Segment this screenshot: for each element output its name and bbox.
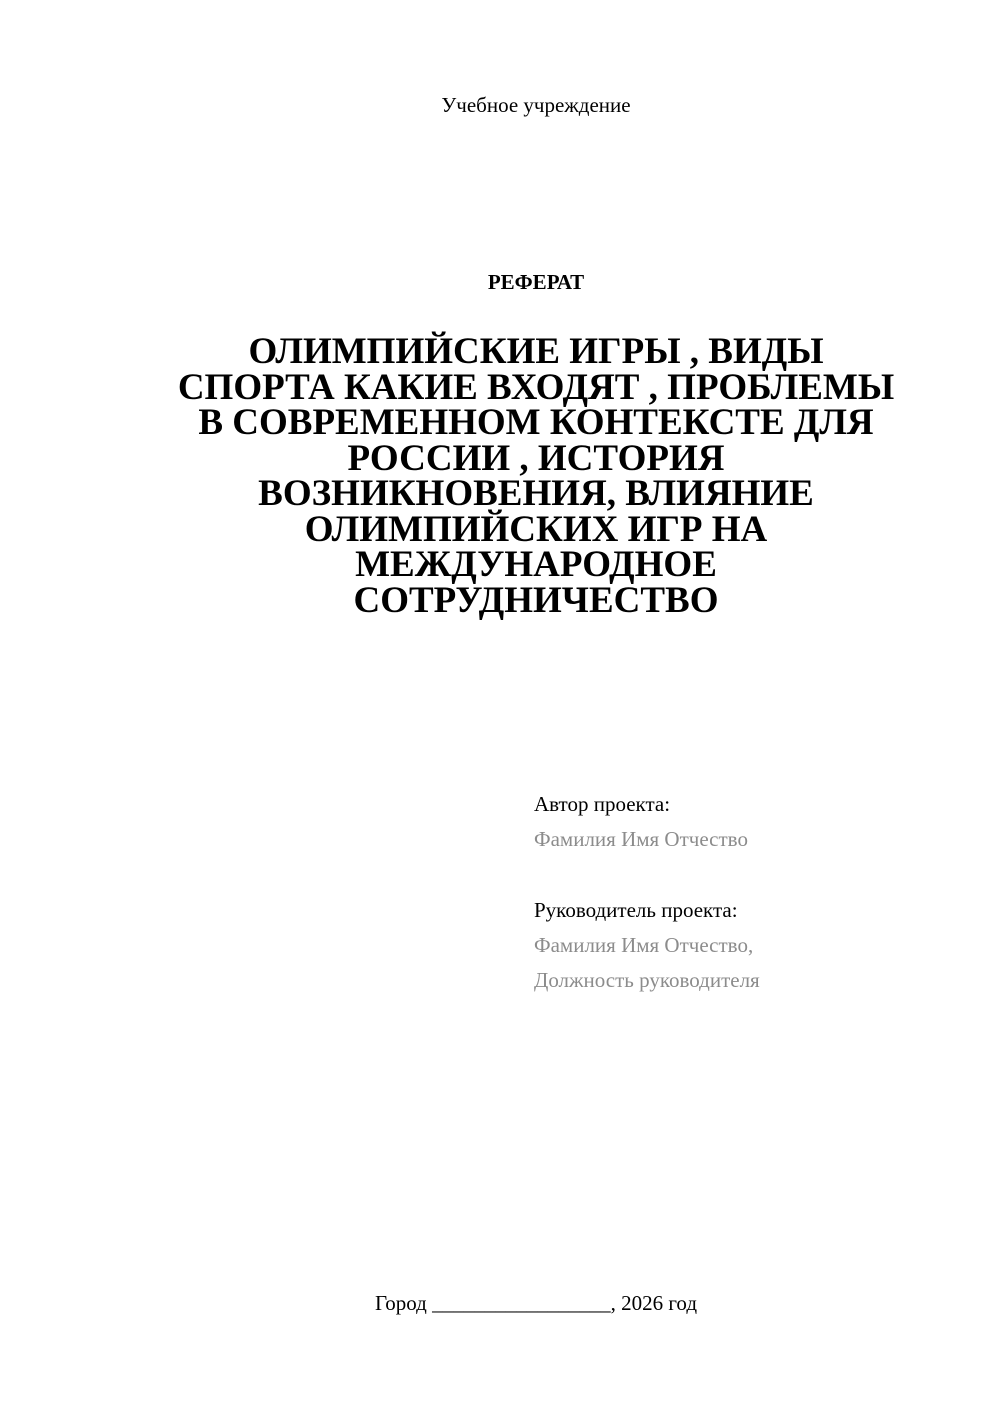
supervisor-position: Должность руководителя — [534, 968, 760, 992]
document-type: РЕФЕРАТ — [487, 270, 585, 294]
project-persons — [534, 787, 974, 998]
title-line: МЕЖДУНАРОДНОЕ — [355, 544, 717, 585]
author-label: Автор проекта: — [534, 792, 671, 816]
title-line: ОЛИМПИЙСКИЕ ИГРЫ , ВИДЫ — [248, 331, 824, 372]
title-line: РОССИИ , ИСТОРИЯ — [347, 437, 725, 479]
title-line: СПОРТА КАКИЕ ВХОДЯТ , ПРОБЛЕМЫ — [177, 366, 895, 408]
title-line: СОТРУДНИЧЕСТВО — [353, 579, 719, 621]
institution-name: Учебное учреждение — [441, 93, 631, 117]
spacer — [534, 857, 974, 893]
document-title — [150, 331, 922, 621]
supervisor-label: Руководитель проекта: — [534, 898, 738, 922]
title-line: В СОВРЕМЕННОМ КОНТЕКСТЕ ДЛЯ — [198, 402, 874, 443]
city-year-line: Город _________________, 2026 год — [374, 1291, 698, 1315]
title-line: ОЛИМПИЙСКИХ ИГР НА — [304, 508, 768, 550]
author-name: Фамилия Имя Отчество — [534, 827, 748, 851]
title-line: ВОЗНИКНОВЕНИЯ, ВЛИЯНИЕ — [258, 473, 814, 514]
supervisor-name: Фамилия Имя Отчество, — [534, 933, 754, 957]
